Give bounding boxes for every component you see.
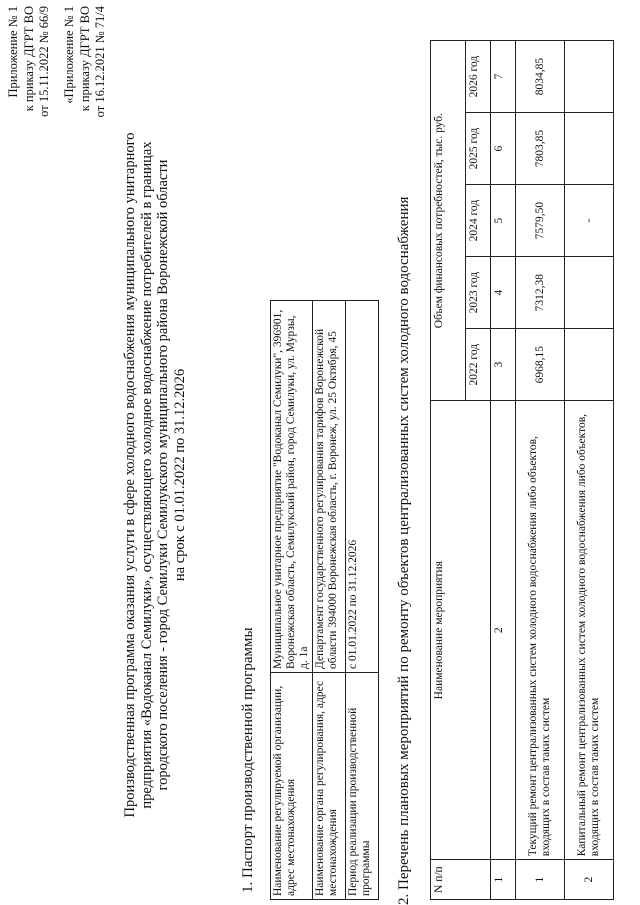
measures-table xyxy=(430,40,614,900)
row-value: 8034,85 xyxy=(516,41,565,113)
title-line1: Производственная программа оказания услуги в сфере холодного водоснабжения муниципального унитарного xyxy=(122,132,138,818)
section1-title: 1. Паспорт производственной программы xyxy=(240,627,256,893)
appendix-previous-line2: к приказу ДГРТ ВО xyxy=(77,6,92,112)
table-row xyxy=(565,41,614,900)
row-name: Капитальный ремонт централизованных систем холодного водоснабжения либо объектов, входящих в состав таких систем xyxy=(565,401,614,860)
column-number-row xyxy=(491,41,516,900)
row-value: 7312,38 xyxy=(516,257,565,329)
row-value xyxy=(565,113,614,185)
row-value xyxy=(565,41,614,113)
column-number: 1 xyxy=(491,860,516,900)
row-value: 7803,85 xyxy=(516,113,565,185)
appendix-previous xyxy=(62,6,109,117)
passport-label: Период реализации производственной программы xyxy=(346,673,379,900)
passport-value: с 01.01.2022 по 31.12.2026 xyxy=(346,301,379,673)
appendix-previous-line3: от 16.12.2021 № 71/4 xyxy=(93,6,107,118)
appendix-current-line1: Приложение № 1 xyxy=(6,6,20,98)
header-num: N п/п xyxy=(431,860,491,900)
header-year: 2025 год xyxy=(466,113,491,185)
header-year: 2023 год xyxy=(466,257,491,329)
column-number: 2 xyxy=(491,401,516,860)
passport-table xyxy=(270,300,379,900)
column-number: 6 xyxy=(491,113,516,185)
row-value xyxy=(565,257,614,329)
row-num: 1 xyxy=(516,860,565,900)
header-year: 2026 год xyxy=(466,41,491,113)
passport-label: Наименование органа регулирования, адрес местонахождения xyxy=(313,673,346,900)
column-number: 3 xyxy=(491,329,516,401)
row-num: 2 xyxy=(565,860,614,900)
table-row xyxy=(516,41,565,900)
row-name: Текущий ремонт централизованных систем холодного водоснабжения либо объектов, входящих в состав таких систем xyxy=(516,401,565,860)
document-title xyxy=(122,105,188,845)
passport-row xyxy=(271,301,313,900)
title-line2: предприятия «Водоканал Семилуки», осуществляющего холодное водоснабжение потребителей в границах xyxy=(138,141,155,809)
passport-row xyxy=(313,301,346,900)
title-line3: городского поселения - город Семилуки Семилукского муниципального района Воронежской области xyxy=(155,159,171,791)
passport-value: Муниципальное унитарное предприятие "Водоканал Семилуки", 396901, Воронежская область, Семилукский район, город Семилуки, ул. Мурзы, д. 1а xyxy=(271,301,313,673)
row-value xyxy=(565,329,614,401)
row-value: 6968,15 xyxy=(516,329,565,401)
header-finance: Объем финансовых потребностей, тыс. руб. xyxy=(431,41,466,401)
column-number: 7 xyxy=(491,41,516,113)
appendix-current xyxy=(6,6,53,117)
passport-label: Наименование регулируемой организации, адрес местонахождения xyxy=(271,673,313,900)
column-number: 5 xyxy=(491,185,516,257)
passport-value: Департамент государственного регулирования тарифов Воронежской области 394000 Воронежская область, г. Воронеж, ул. 25 Октября, 45 xyxy=(313,301,346,673)
title-line4: на срок с 01.01.2022 по 31.12.2026 xyxy=(171,368,188,582)
appendix-current-line3: от 15.11.2022 № 66/9 xyxy=(37,6,51,117)
appendix-current-line2: к приказу ДГРТ ВО xyxy=(21,6,36,112)
column-number: 4 xyxy=(491,257,516,329)
section2-title: 2. Перечень плановых мероприятий по ремонту объектов централизованных систем холодного водоснабжения xyxy=(396,196,412,905)
header-name: Наименование мероприятия xyxy=(431,401,491,860)
header-year: 2022 год xyxy=(466,329,491,401)
passport-row xyxy=(346,301,379,900)
row-value: 7579,50 xyxy=(516,185,565,257)
measures-header-row xyxy=(431,41,466,900)
header-year: 2024 год xyxy=(466,185,491,257)
row-value: - xyxy=(565,185,614,257)
appendix-previous-line1: «Приложение № 1 xyxy=(62,6,76,104)
